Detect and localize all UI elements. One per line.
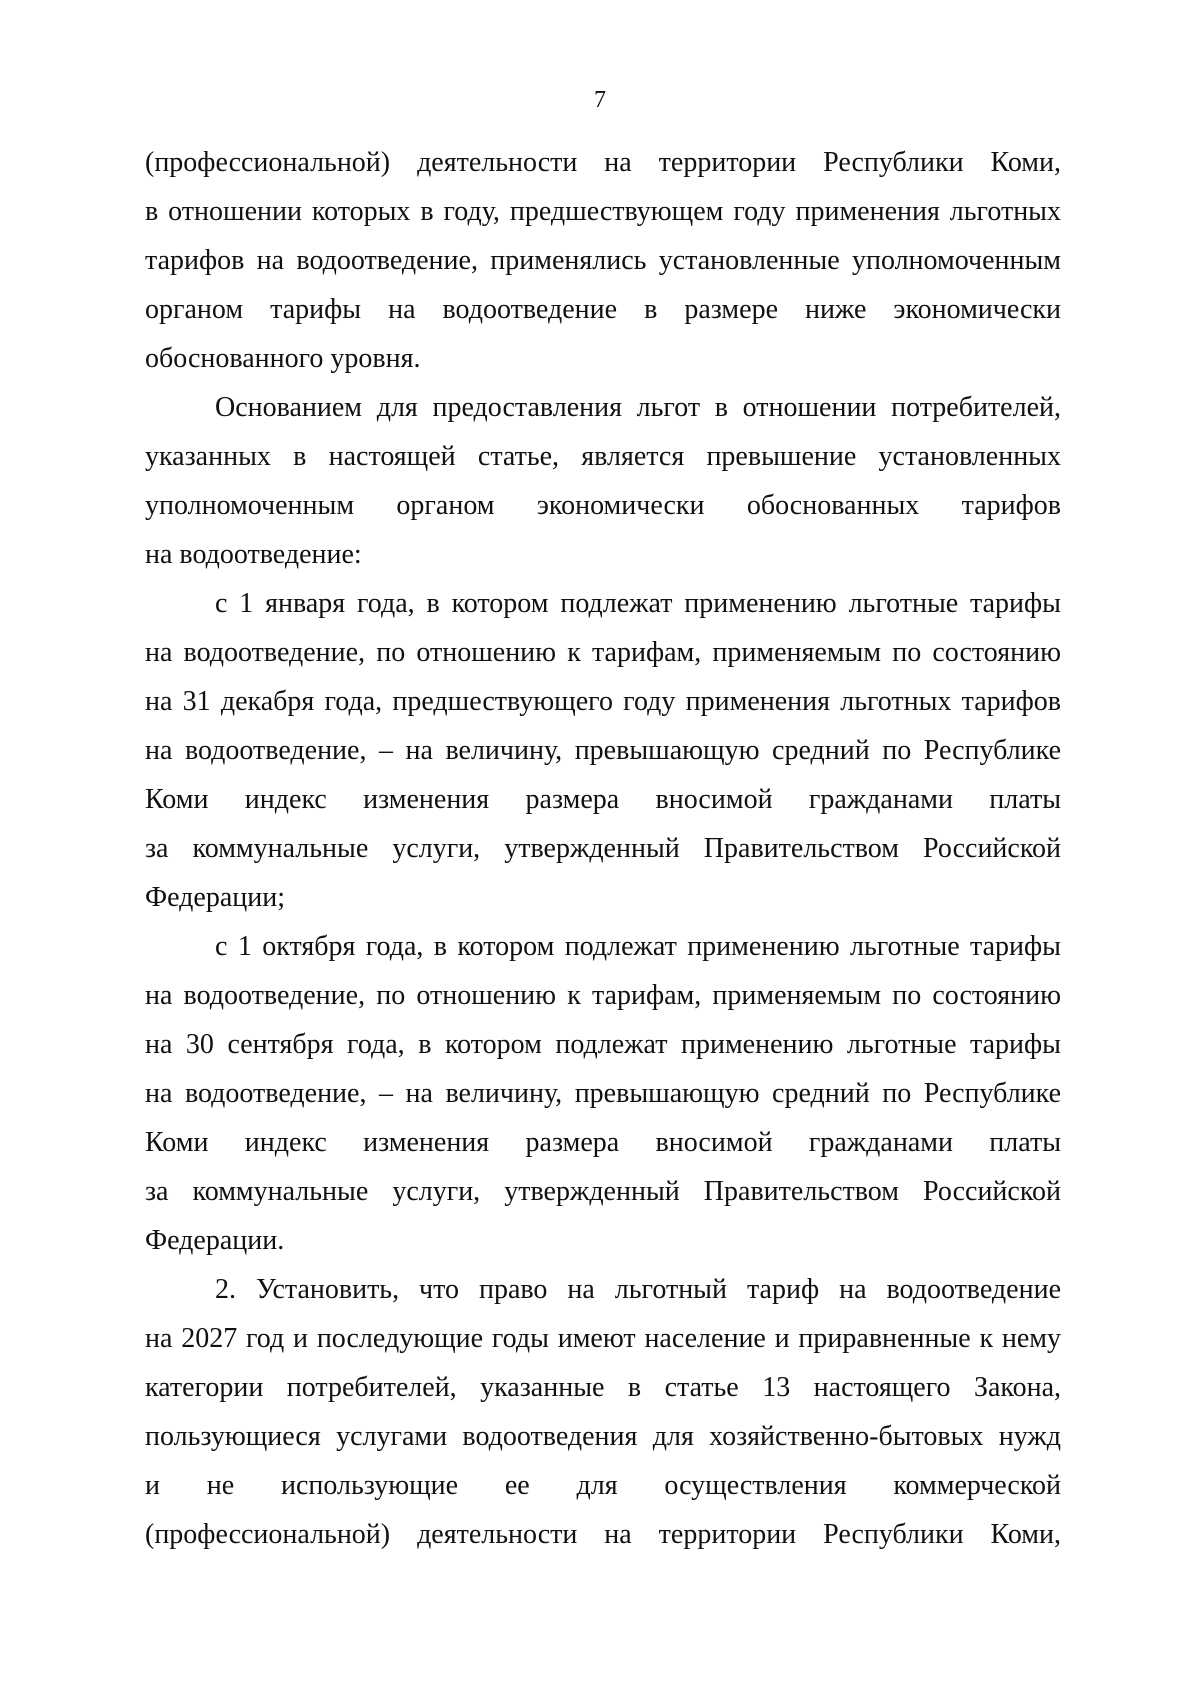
text-line: за коммунальные услуги, утвержденный Правительством Российской — [145, 833, 1061, 864]
paragraph-grounds — [145, 383, 1061, 579]
text-line: категории потребителей, указанные в статье 13 настоящего Закона, — [145, 1372, 1061, 1403]
text-line: (профессиональной) деятельности на территории Республики Коми, — [145, 147, 1061, 178]
paragraph-january — [145, 579, 1061, 922]
paragraph-october — [145, 922, 1061, 1265]
text-line: Федерации. — [145, 1225, 285, 1256]
text-line: на водоотведение, по отношению к тарифам, применяемым по состоянию — [145, 637, 1061, 668]
text-line: Коми индекс изменения размера вносимой гражданами платы — [145, 784, 1061, 815]
text-line: с 1 января года, в котором подлежат применению льготные тарифы — [215, 588, 1061, 619]
text-line: пользующиеся услугами водоотведения для хозяйственно-бытовых нужд — [145, 1421, 1061, 1452]
text-line: за коммунальные услуги, утвержденный Правительством Российской — [145, 1176, 1061, 1207]
page-number: 7 — [594, 87, 606, 113]
text-line: органом тарифы на водоотведение в размере ниже экономически — [145, 294, 1061, 325]
text-line: в отношении которых в году, предшествующем году применения льготных — [145, 196, 1061, 227]
text-line: обоснованного уровня. — [145, 343, 421, 374]
text-line: на водоотведение, – на величину, превышающую средний по Республике — [145, 1078, 1061, 1109]
text-line: указанных в настоящей статье, является превышение установленных — [145, 441, 1061, 472]
document-body — [145, 138, 1061, 1559]
text-line: 2. Установить, что право на льготный тариф на водоотведение — [215, 1274, 1061, 1305]
text-line: на водоотведение, – на величину, превышающую средний по Республике — [145, 735, 1061, 766]
text-line: Федерации; — [145, 882, 286, 913]
text-line: на 30 сентября года, в котором подлежат применению льготные тарифы — [145, 1029, 1061, 1060]
text-line: тарифов на водоотведение, применялись установленные уполномоченным — [145, 245, 1061, 276]
text-line: (профессиональной) деятельности на территории Республики Коми, — [145, 1519, 1061, 1550]
text-line: уполномоченным органом экономически обоснованных тарифов — [145, 490, 1061, 521]
text-line: Основанием для предоставления льгот в отношении потребителей, — [215, 392, 1061, 423]
text-line: и не использующие ее для осуществления коммерческой — [145, 1470, 1061, 1501]
text-line: на 31 декабря года, предшествующего году применения льготных тарифов — [145, 686, 1061, 717]
text-line: на водоотведение, по отношению к тарифам, применяемым по состоянию — [145, 980, 1061, 1011]
text-line: Коми индекс изменения размера вносимой гражданами платы — [145, 1127, 1061, 1158]
paragraph-item-2 — [145, 1265, 1061, 1559]
text-line: на водоотведение: — [145, 539, 362, 570]
text-line: с 1 октября года, в котором подлежат применению льготные тарифы — [215, 931, 1061, 962]
text-line: на 2027 год и последующие годы имеют население и приравненные к нему — [145, 1323, 1061, 1354]
paragraph-continuation — [145, 138, 1061, 383]
